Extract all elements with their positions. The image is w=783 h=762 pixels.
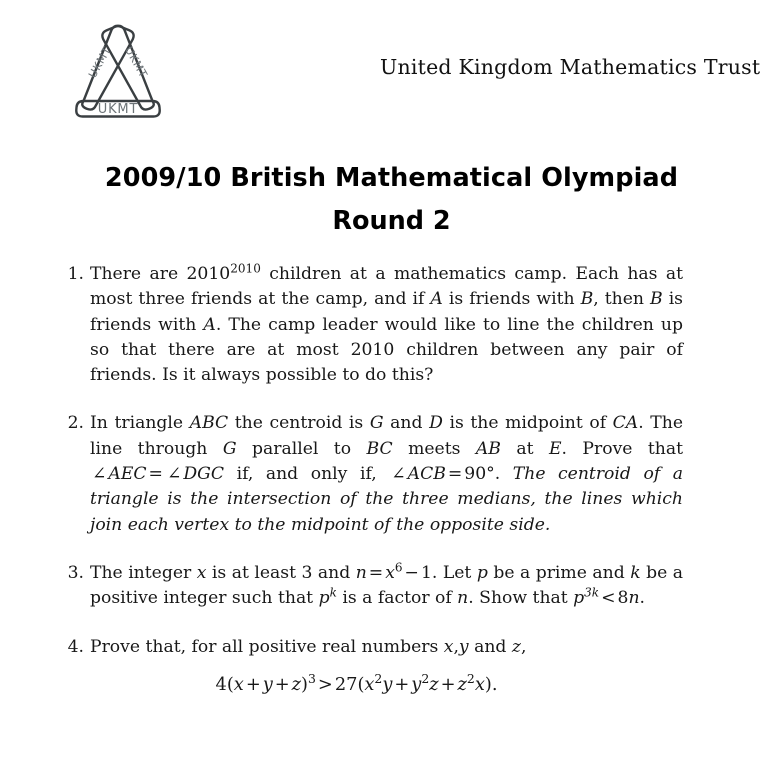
p2-var-AB: AB <box>475 438 501 459</box>
p3-var-x1: x <box>196 562 207 583</box>
eq-var-y2: y <box>382 673 393 695</box>
p2-seg9: . Prove that <box>561 438 684 459</box>
page-title <box>0 160 783 239</box>
p3-eight: 8 <box>617 588 629 609</box>
logo-text-left: UKMT <box>86 44 114 81</box>
eq-close-paren-1: ) <box>301 673 308 695</box>
logo-text-bottom: UKMT <box>97 102 139 117</box>
p3-seg1: The integer <box>90 562 197 583</box>
eq-exponent-2b: 2 <box>421 670 430 686</box>
p1-seg3: is friends with <box>442 289 581 310</box>
page-header <box>0 12 783 122</box>
p1-exponent: 2010 <box>230 261 261 276</box>
p1-var-B1: B <box>580 289 594 310</box>
eq-plus-4: + <box>440 673 456 695</box>
eq-var-x: x <box>233 673 244 695</box>
p3-exponent-6: 6 <box>394 560 403 575</box>
p4-var-x1: x <box>443 636 454 657</box>
eq-period: . <box>491 673 498 695</box>
degree-icon: ° <box>486 464 495 485</box>
p2-seg5: . The line through <box>90 413 683 459</box>
p3-exponent-3k: 3k <box>584 585 600 600</box>
p2-seg7: meets <box>392 438 476 459</box>
p1-var-B2: B <box>650 289 663 310</box>
problem-number-1: 1. <box>67 264 84 284</box>
logo-text-right: UKMT <box>122 44 150 81</box>
p2-seg2: the centroid is <box>228 413 370 434</box>
problem-item-3 <box>0 561 783 612</box>
eq-plus-1: + <box>245 673 261 695</box>
eq-var-y: y <box>262 673 273 695</box>
p2-angle-icon-1: ∠ <box>92 464 107 485</box>
p3-var-p2: p <box>318 588 330 609</box>
p3-var-p: p <box>476 562 488 583</box>
eq-var-z: z <box>291 673 302 695</box>
p2-seg6: parallel to <box>236 438 367 459</box>
eq-open-paren-2: ( <box>357 673 365 695</box>
p3-exponent-k: k <box>329 585 337 600</box>
eq-var-z3: z <box>457 673 467 695</box>
p1-seg4: , then <box>593 289 651 310</box>
p3-var-n3: n <box>628 588 640 609</box>
p4-comma: , <box>453 636 459 657</box>
eq-four: 4 <box>215 673 227 695</box>
problem-item-2 <box>0 411 783 537</box>
problem-text-3 <box>90 561 683 612</box>
p1-seg1: There are <box>90 264 187 284</box>
eq-open-paren-1: ( <box>226 673 234 695</box>
p1-seg5: is friends with <box>90 289 684 335</box>
p2-var-ACB: ACB <box>407 464 446 485</box>
p2-angle-icon-3: ∠ <box>391 464 406 485</box>
p4-seg2: and <box>468 636 512 657</box>
p2-seg8: at <box>500 438 549 459</box>
eq-plus-2: + <box>274 673 290 695</box>
p2-seg11: . <box>494 464 513 485</box>
ukmt-logo <box>70 18 166 120</box>
eq-var-x3: x <box>474 673 485 695</box>
eq-greater-than: > <box>317 673 333 695</box>
problem-text-1 <box>90 262 683 388</box>
eq-var-z2: z <box>429 673 439 695</box>
p3-seg5: be a positive integer such that <box>90 562 683 609</box>
p2-centroid-note: The centroid of a triangle is the intersection of the three medians, the lines which join each vertex to the midpoint of the opposite side. <box>90 464 683 535</box>
p2-ninety: 90 <box>464 464 487 485</box>
p3-seg6: is a factor of <box>336 588 458 609</box>
p1-seg6: . The camp leader would like to line the children up so that there are at most 2010 children between any pair of friends. Is it always possible to do this? <box>90 314 683 386</box>
p2-var-G1: G <box>369 413 384 434</box>
p3-less-than: < <box>601 588 616 609</box>
p4-var-y1: y <box>458 636 469 657</box>
eq-var-y3: y <box>411 673 422 695</box>
p1-base: 2010 <box>186 264 231 284</box>
eq-var-x2: x <box>364 673 375 695</box>
p2-var-BC: BC <box>366 438 393 459</box>
eq-exponent-3: 3 <box>307 670 316 686</box>
p4-seg1: Prove that, for all positive real numbers <box>90 636 444 657</box>
problem-item-4 <box>0 635 783 698</box>
eq-exponent-2a: 2 <box>374 670 383 686</box>
p2-var-AEC: AEC <box>108 464 147 485</box>
p2-equals-1: = <box>148 464 163 485</box>
p3-seg4: be a prime and <box>487 562 631 583</box>
eq-close-paren-2: ) <box>484 673 492 695</box>
problem-number-3: 3. <box>67 562 84 583</box>
p2-seg4: is the midpoint of <box>442 413 613 434</box>
p3-var-k1: k <box>630 562 641 583</box>
p2-equals-2: = <box>447 464 463 485</box>
p1-var-A2: A <box>203 314 216 335</box>
problem-item-1 <box>0 262 783 388</box>
p3-one: 1 <box>420 562 432 583</box>
eq-plus-3: + <box>394 673 410 695</box>
p2-seg3: and <box>383 413 430 434</box>
title-line-1: 2009/10 British Mathematical Olympiad <box>104 163 679 193</box>
eq-exponent-2c: 2 <box>466 670 475 686</box>
problem-text-2 <box>90 411 683 537</box>
p4-var-z1: z <box>511 636 521 657</box>
p3-var-p3: p <box>573 588 585 609</box>
p4-seg3: , <box>520 636 527 657</box>
displayed-equation <box>90 672 683 698</box>
problem-text-4 <box>90 635 683 660</box>
p2-seg1: In triangle <box>90 413 190 434</box>
organisation-title: United Kingdom Mathematics Trust <box>380 55 761 79</box>
title-line-2: Round 2 <box>332 206 451 236</box>
p3-minus: − <box>404 562 419 583</box>
p2-angle-icon-2: ∠ <box>166 464 182 485</box>
p3-seg2: is at least 3 and <box>206 562 356 583</box>
p1-var-A1: A <box>430 289 443 310</box>
p3-seg3: . Let <box>431 562 477 583</box>
problem-list <box>0 262 783 698</box>
problem-number-4: 4. <box>67 636 84 657</box>
p3-seg8: . <box>639 588 645 609</box>
p3-var-x2: x <box>385 562 395 583</box>
eq-27: 27 <box>334 673 358 695</box>
p3-seg7: . Show that <box>468 588 574 609</box>
p2-var-E1: E <box>548 438 562 459</box>
p2-seg10: if, and only if, <box>224 464 390 485</box>
p3-var-n1: n <box>355 562 367 583</box>
p3-var-n2: n <box>457 588 469 609</box>
p2-var-G2: G <box>222 438 237 459</box>
problem-number-2: 2. <box>67 413 84 434</box>
p1-seg2: children at a mathematics camp. Each has at most three friends at the camp, and if <box>90 264 683 310</box>
p2-var-D1: D <box>429 413 443 434</box>
p2-var-DGC: DGC <box>183 464 225 485</box>
p2-var-ABC: ABC <box>189 413 229 434</box>
p3-equals-1: = <box>368 562 384 583</box>
p2-var-CA: CA <box>612 413 639 434</box>
